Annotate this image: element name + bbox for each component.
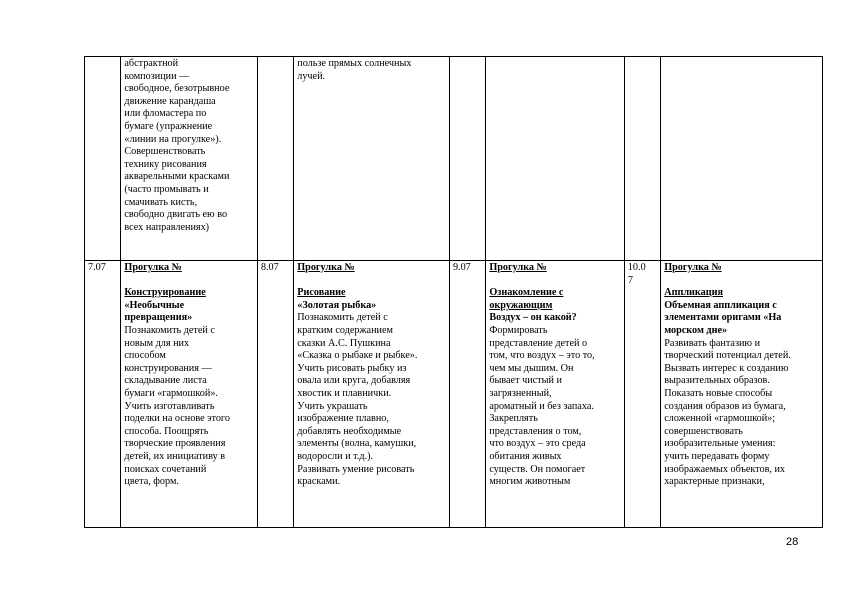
activity-description [124,325,253,489]
date-cell [85,57,121,261]
text-line: превращения» [124,312,193,324]
text-line: представления о том, [489,425,582,437]
text-line: композиции — [124,70,190,82]
text-line: Показать новые способы [664,387,773,399]
activity-type [489,287,621,312]
activity-type: Конструирование [124,287,206,299]
text-line: загрязненный, [489,387,552,399]
text-line: представление детей о [489,337,588,349]
activity-type: Аппликация [664,287,723,299]
activity-cell [294,57,450,261]
text-line: «Сказка о рыбаке и рыбке». [297,350,418,362]
text-line: поделки на основе этого [124,413,230,425]
text-line: водоросли и т.д.). [297,450,374,462]
text-line: всех направлениях) [124,221,210,233]
text-line: чем мы дышим. Он [489,362,574,374]
text-line: сказки А.С. Пушкина [297,337,391,349]
activity-type: Рисование [297,287,346,299]
date-cell [257,57,293,261]
text-line: овала или круга, добавляя [297,375,411,387]
activity-cell [661,261,823,528]
text-line: цвета, форм. [124,476,179,488]
activity-cell [661,57,823,261]
text-line: хвостик и плавнички. [297,387,392,399]
text-line: свободное, безотрывное [124,83,230,95]
text-line: выразительных образов. [664,375,770,387]
walk-heading: Прогулка № [297,262,355,273]
page-number: 28 [786,536,799,548]
activity-cell [121,261,257,528]
text-line: бывает чистый и [489,375,562,387]
text-line: Совершенствовать [124,146,206,158]
text-line: абстрактной [124,58,179,69]
text-line: совершенствовать [664,425,743,437]
text-line: пользе прямых солнечных [297,58,412,69]
text-line: обитания живых [489,450,562,462]
text-line: создания образов из бумага, [664,400,786,412]
text-line: движение карандаша [124,95,216,107]
text-line: изобразительные умения: [664,438,776,450]
text-line: учить передавать форму [664,450,770,462]
text-line: Познакомить детей с [124,324,215,336]
table-row [85,261,823,528]
text-line: Формировать [489,324,548,336]
date-cell [449,57,485,261]
activity-cell [486,57,625,261]
date-cell [624,261,660,528]
text-line: Закреплять [489,413,538,425]
text-line: бумаги «гармошкой». [124,387,218,399]
text-line: красками. [297,476,341,488]
activity-cell [486,261,625,528]
text-line: (часто промывать и [124,183,209,195]
text-line: Познакомить детей с [297,312,388,324]
date-cell [624,57,660,261]
table-row [85,57,823,261]
text-line: Учить рисовать рыбку из [297,362,407,374]
activity-description [297,312,446,488]
text-line: способом [124,350,166,362]
activity-description [489,325,621,489]
text-line: смачивать кисть, [124,196,198,208]
activity-title [489,312,621,325]
text-line: или фломастера по [124,108,207,120]
text-line: элементы (волна, камушки, [297,438,417,450]
activity-title [297,300,446,313]
activity-cell [121,57,257,261]
text-line: бумаге (упражнение [124,120,213,132]
text-line: «линии на прогулке»). [124,133,222,145]
text-line: морском дне» [664,324,728,336]
walk-heading: Прогулка № [664,262,722,273]
text-line: многим животным [489,476,571,488]
text-line: кратким содержанием [297,324,393,336]
text-line: Учить изготавливать [124,400,215,412]
lesson-plan-table [84,56,823,528]
text-line: новым для них [124,337,190,349]
text-line: Развивать умение рисовать [297,463,415,475]
text-line: что воздух – это среда [489,438,586,450]
text-line: Ознакомление с [489,287,564,299]
text-line: лучей. [297,70,326,82]
text-line: поисках сочетаний [124,463,207,475]
text-line: способа. Поощрять [124,425,209,437]
date-cell: 7.07 [85,261,121,528]
text-line: существ. Он помогает [489,463,586,475]
text-line: изображение плавно, [297,413,389,425]
text-line: Вызвать интерес к созданию [664,362,789,374]
text-line: «Необычные [124,299,185,311]
text-line: том, что воздух – это то, [489,350,595,362]
date-cell: 9.07 [449,261,485,528]
text-line: ароматный и без запаха. [489,400,594,412]
activity-cell [294,261,450,528]
text-line: характерные признаки, [664,476,765,488]
text-line: конструирования — [124,362,212,374]
text-line: 10.0 [627,262,646,273]
date-cell: 8.07 [257,261,293,528]
text-line: творческие проявления [124,438,226,450]
text-line: складывание листа [124,375,207,387]
text-line: технику рисования [124,158,207,170]
activity-description [664,338,819,489]
text-line: детей, их инициативу в [124,450,226,462]
text-line: элементами оригами «На [664,312,782,324]
walk-heading: Прогулка № [489,262,547,273]
text-line: окружающим [489,299,553,311]
text-line: 7 [627,274,633,286]
text-line: творческий потенциал детей. [664,350,791,362]
activity-title [124,300,253,325]
text-line: «Золотая рыбка» [297,299,377,311]
text-line: Воздух – он какой? [489,312,577,324]
text-line: добавлять необходимые [297,425,402,437]
text-line: Объемная аппликация с [664,299,777,311]
text-line: сложенной «гармошкой»; [664,413,776,425]
text-line: свободно двигать ею во [124,209,228,221]
text-line: изображаемых объектов, их [664,463,786,475]
text-line: Развивать фантазию и [664,337,761,349]
walk-heading: Прогулка № [124,262,182,273]
text-line: Учить украшать [297,400,368,412]
activity-title [664,300,819,338]
text-line: акварельными красками [124,171,230,183]
